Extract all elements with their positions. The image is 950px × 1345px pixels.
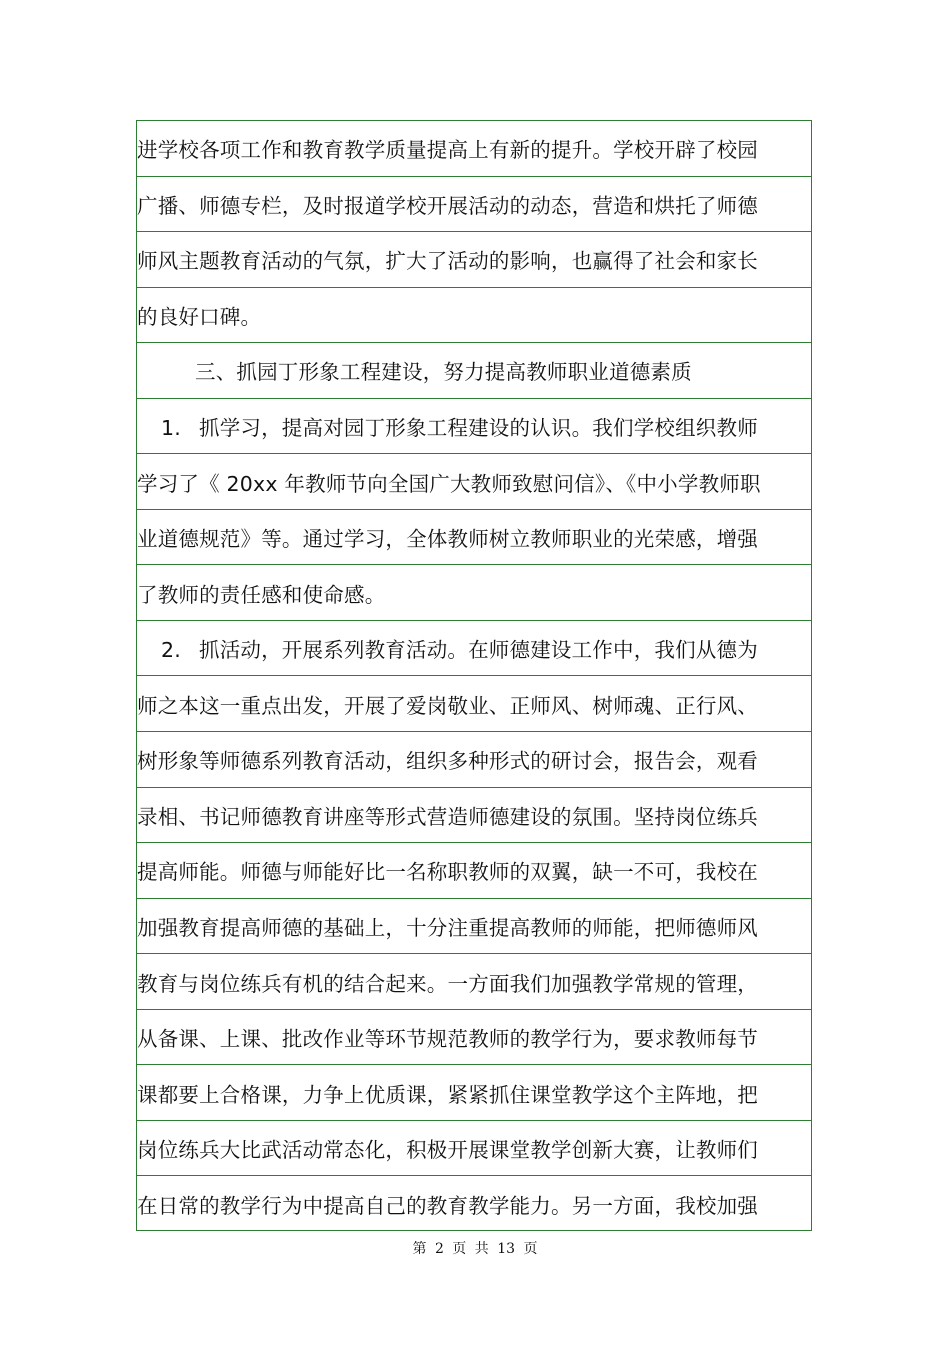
line-text: 进学校各项工作和教育教学质量提高上有新的提升。学校开辟了校园 bbox=[137, 138, 758, 163]
text-line bbox=[137, 1065, 811, 1121]
line-text: 提高师能。师德与师能好比一名称职教师的双翼，缺一不可，我校在 bbox=[137, 860, 758, 885]
text-line bbox=[137, 788, 811, 844]
item-number: 1. bbox=[161, 416, 181, 441]
text-line bbox=[137, 454, 811, 510]
text-line bbox=[137, 510, 811, 566]
page-footer bbox=[0, 1238, 950, 1258]
line-text: 业道德规范》等。通过学习，全体教师树立教师职业的光荣感，增强 bbox=[137, 527, 758, 552]
line-text: 师之本这一重点出发，开展了爱岗敬业、正师风、树师魂、正行风、 bbox=[137, 693, 758, 718]
text-line bbox=[137, 677, 811, 733]
line-text: 树形象等师德系列教育活动，组织多种形式的研讨会，报告会，观看 bbox=[137, 749, 758, 774]
line-text: 抓活动，开展系列教育活动。在师德建设工作中，我们从德为 bbox=[199, 638, 758, 663]
text-line bbox=[137, 954, 811, 1010]
line-text: 师风主题教育活动的气氛，扩大了活动的影响，也赢得了社会和家长 bbox=[137, 249, 758, 274]
section-heading bbox=[137, 343, 811, 399]
line-text: 教育与岗位练兵有机的结合起来。一方面我们加强教学常规的管理， bbox=[137, 971, 758, 996]
line-text: 从备课、上课、批改作业等环节规范教师的教学行为，要求教师每节 bbox=[137, 1027, 758, 1052]
line-text: 加强教育提高师德的基础上，十分注重提高教师的师能，把师德师风 bbox=[137, 915, 758, 940]
text-line bbox=[137, 732, 811, 788]
line-text: 抓学习，提高对园丁形象工程建设的认识。我们学校组织教师 bbox=[199, 416, 758, 441]
text-line bbox=[137, 1176, 811, 1232]
list-item-1 bbox=[137, 399, 811, 455]
text-line bbox=[137, 177, 811, 233]
line-text: 录相、书记师德教育讲座等形式营造师德建设的氛围。坚持岗位练兵 bbox=[137, 804, 758, 829]
document-page bbox=[136, 120, 812, 1231]
text-line bbox=[137, 843, 811, 899]
text-line bbox=[137, 121, 811, 177]
text-line bbox=[137, 1010, 811, 1066]
line-text: 的良好口碑。 bbox=[137, 304, 262, 329]
line-text: 在日常的教学行为中提高自己的教育教学能力。另一方面，我校加强 bbox=[137, 1194, 758, 1219]
text-line bbox=[137, 232, 811, 288]
text-line bbox=[137, 565, 811, 621]
line-text: 学习了《 20xx 年教师节向全国广大教师致慰问信》、《中小学教师职 bbox=[137, 471, 761, 496]
line-text: 课都要上合格课，力争上优质课，紧紧抓住课堂教学这个主阵地，把 bbox=[137, 1082, 758, 1107]
page-number-label: 第 2 页 共 13 页 bbox=[412, 1241, 538, 1257]
text-line bbox=[137, 288, 811, 344]
line-text: 广播、师德专栏，及时报道学校开展活动的动态，营造和烘托了师德 bbox=[137, 193, 758, 218]
line-text: 岗位练兵大比武活动常态化，积极开展课堂教学创新大赛，让教师们 bbox=[137, 1138, 758, 1163]
heading-text: 三、抓园丁形象工程建设，努力提高教师职业道德素质 bbox=[195, 360, 692, 385]
line-text: 了教师的责任感和使命感。 bbox=[137, 582, 386, 607]
text-line bbox=[137, 1121, 811, 1177]
list-item-2 bbox=[137, 621, 811, 677]
item-number: 2. bbox=[161, 638, 181, 663]
text-line bbox=[137, 899, 811, 955]
